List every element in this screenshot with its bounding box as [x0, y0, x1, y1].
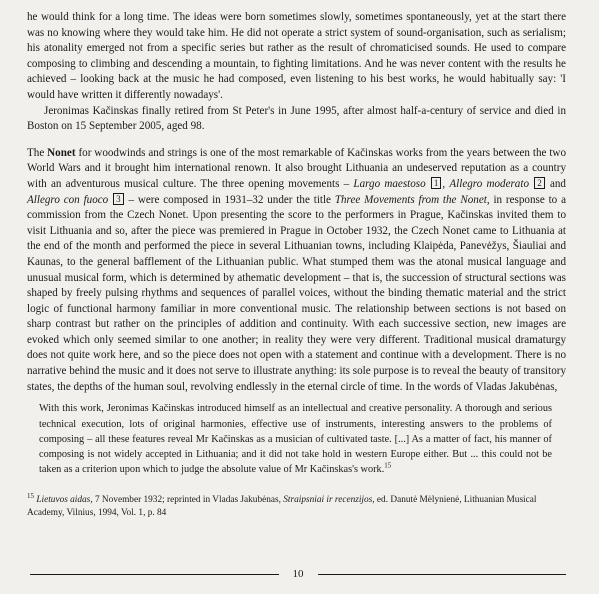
- track-number-3: 3: [113, 193, 124, 205]
- nonet-lead: The: [27, 146, 48, 159]
- block-quote: [39, 401, 552, 477]
- footer-rule-left: [30, 574, 279, 575]
- paragraph-retirement: Jeronimas Kačinskas finally retired from St Peter's in June 1995, after almost half-a-century of service and died in Boston on 15 September 2005, aged 98.: [27, 104, 566, 133]
- footnote-number: 15: [27, 491, 34, 500]
- footnote-source: Lietuvos aidas: [36, 494, 91, 505]
- movement-2-title: Allegro moderato: [449, 177, 529, 190]
- nonet-title: Nonet: [47, 146, 76, 159]
- separator-and: and: [545, 177, 566, 190]
- track-number-1: 1: [431, 177, 442, 189]
- footnote-book-title: Straipsniai ir recenzijos: [283, 494, 373, 505]
- footnote: [27, 491, 566, 521]
- work-title: Three Movements from the Nonet: [334, 193, 487, 206]
- footer-rule-right: [318, 574, 567, 575]
- footnote-text-a: , 7 November 1932; reprinted in Vladas Jakubėnas,: [90, 494, 284, 505]
- movement-1-title: Largo maestoso: [353, 177, 426, 190]
- nonet-text-b: – were composed in 1931–32 under the title: [124, 193, 335, 206]
- quote-text: With this work, Jeronimas Kačinskas introduced himself as an intellectual and creative personality. A thorough and serious technical execution, lots of original harmonies, effective use of instruments, interesting answers to the problems of composing – all these features reveal Mr Kačinskas as a musician of cultivated taste. [...] As a matter of fact, his manner of composing is not widely accepted in Lithuania; and it did not take hold in western Europe either. But ... this could not be taken as a criterion upon which to judge the absolute value of Mr Kačinskas's work.: [39, 403, 552, 476]
- nonet-text-c: , in response to a commission from the Czech Nonet. Upon presenting the score to the performers in Prague, Kačinskas invited them to visit Lithuania and so, after the piece was premiered in Prague in October 1932, the Czech Nonet came to Lithuania at the end of the month and performed the piece in several Lithuanian towns, including Klaipėda, Panevėžys, Šiauliai and Kaunas, to the general bafflement of the Lithuanian public. What stumped them was the atonal musical language and unusual musical form, which is determined by athematic development – that is, the succession of structural sections was shaped by freely pulsing rhythms and sequences of parallel voices, without the binding thematic material and the strict logic of functional harmony familiar in more conventional music. The relationship between sections is not based on sharp contrast but rather on the principles of addition and continuity. With each successive section, new images are evoked which only seemed similar to one another; in reality they were very different. Traditional musical dramaturgy does not quite work here, and so the piece does not open with a statement and continue with a development. There is no narrative behind the music and it does not serve to illustrate anything: its sole purpose is to reveal the beauty of transitory states, the depths of the human soul, revolving endlessly in the eternal circle of time. In the words of Vladas Jakubėnas,: [27, 193, 566, 393]
- track-number-2: 2: [534, 177, 545, 189]
- page-footer: [30, 568, 566, 580]
- movement-3-title: Allegro con fuoco: [27, 193, 109, 206]
- footnote-reference: 15: [384, 462, 392, 471]
- footnote-text-b: , ed. Danutė Mėlynienė, Lithuanian Musical Academy, Vilnius, 1994, Vol. 1, p. 84: [27, 494, 537, 519]
- paragraph-composing-habits: he would think for a long time. The ideas were born sometimes slowly, sometimes spontaneously, yet at the start there was no knowing where they would take him. He did not operate a strict system of sound-organisation, such as serialism; his atonality emerged not from a specific series but rather as the result of chromaticised sounds. He used to compare composing to climbing and descending a mountain, to fighting limitations. And he was never content with the results he achieved – looking back at the music he had composed, even listening to his best works, he would habitually say: 'I would have written it differently nowadays'.: [27, 11, 566, 101]
- separator-comma: ,: [442, 177, 450, 190]
- paragraph-nonet: [27, 146, 566, 396]
- nonet-text-a: for woodwinds and strings is one of the most remarkable of Kačinskas works from the years between the two World Wars and it brought him international renown. It also brought Lithuania an undeserved reputation as a country with an adventurous musical culture. The three opening movements –: [27, 146, 566, 190]
- page-number: 10: [292, 568, 304, 580]
